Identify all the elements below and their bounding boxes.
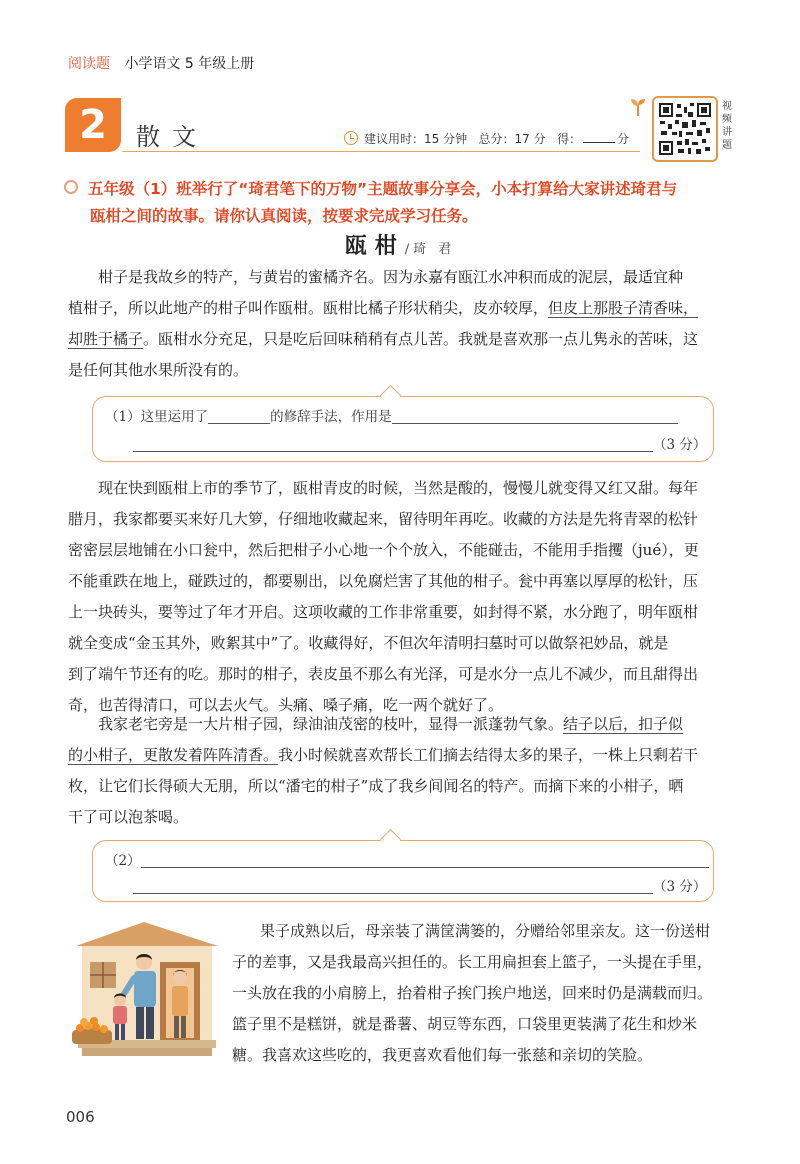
p3-line-3: 枚，让它们长得硕大无朋，所以“潘宅的柑子”成了我乡间闻名的特产。而摘下来的小柑子，晒 bbox=[68, 777, 684, 795]
qr-code-icon bbox=[658, 102, 712, 156]
story-title-text: 瓯柑 bbox=[344, 233, 405, 259]
score-blank[interactable] bbox=[583, 132, 615, 143]
sprout-icon bbox=[628, 96, 648, 116]
title-underline bbox=[122, 151, 640, 152]
total-score: 总分：17 分 bbox=[478, 132, 546, 146]
p1-line-3-text: 。瓯柑水分充足，只是吃后回味稍稍有点儿苦。我就是喜欢那一点儿隽永的苦味，这 bbox=[143, 330, 699, 348]
task-prompt bbox=[64, 176, 744, 230]
p4-line-1: 果子成熟以后，母亲装了满筐满篓的，分赠给邻里亲友。这一份送柑 bbox=[260, 922, 711, 940]
q1-blank-effect-2[interactable] bbox=[133, 437, 653, 452]
running-header bbox=[68, 53, 254, 73]
p3-line-1-text: 我家老宅旁是一大片柑子园，绿油油茂密的枝叶，显得一派蓬勃气象。 bbox=[98, 715, 564, 733]
suggested-time: 建议用时：15 分钟 bbox=[364, 132, 468, 146]
q1-middle: 的修辞手法，作用是 bbox=[270, 409, 392, 425]
p3-line-2 bbox=[68, 740, 736, 771]
q1-prefix: （1）这里运用了 bbox=[105, 409, 209, 425]
p2-line-8: 奇，也苦得清口，可以去火气。头痛、嗓子痛，吃一两个就好了。 bbox=[68, 696, 504, 714]
p1-line-2 bbox=[68, 293, 736, 324]
score-label: 得： bbox=[557, 132, 582, 146]
p2-line-7: 到了端午节还有的吃。那时的柑子，表皮虽不那么有光泽，可是水分一点儿不减少，而且甜得出 bbox=[68, 665, 699, 683]
header-category: 阅读题 bbox=[68, 56, 110, 72]
p4-line-2: 子的差事，又是我最高兴担任的。长工用扁担套上篮子，一头提在手里， bbox=[232, 953, 713, 971]
task-line-2: 瓯柑之间的故事。请你认真阅读，按要求完成学习任务。 bbox=[90, 207, 478, 225]
paragraph-1 bbox=[68, 262, 736, 386]
p1-line-1: 柑子是我故乡的特产，与黄岩的蜜橘齐名。因为永嘉有瓯江水冲积而成的泥层，最适宜种 bbox=[98, 268, 684, 286]
task-line-1: 五年级（1）班举行了“琦君笔下的万物”主题故事分享会，小本打算给大家讲述琦君与 bbox=[88, 180, 678, 198]
q2-blank-1[interactable] bbox=[141, 853, 709, 868]
clock-icon bbox=[344, 131, 358, 145]
illustration-family-oranges bbox=[68, 918, 220, 1060]
story-author: /琦 君 bbox=[404, 242, 456, 257]
story-title bbox=[0, 229, 800, 260]
p2-line-2: 腊月，我家都要买来好几大箩，仔细地收藏起来，留待明年再吃。收藏的方法是先将青翠的松针 bbox=[68, 510, 699, 528]
underlined-sentence-1b: 却胜于橘子 bbox=[68, 330, 144, 348]
qr-label: 视频讲题 bbox=[722, 101, 732, 151]
paragraph-4 bbox=[232, 916, 736, 1071]
qr-code[interactable] bbox=[652, 96, 718, 162]
question-2-box bbox=[92, 840, 714, 902]
underlined-sentence-1a: 但皮上那股子清香味， bbox=[548, 299, 699, 317]
p3-line-1 bbox=[68, 709, 736, 740]
question-1-box bbox=[92, 396, 714, 462]
p4-line-4: 篮子里不是糕饼，就是番薯、胡豆等东西，口袋里更装满了花生和炒米 bbox=[232, 1015, 698, 1033]
q1-blank-rhetoric[interactable] bbox=[208, 409, 270, 424]
q2-prefix: （2） bbox=[105, 853, 141, 869]
q2-blank-2[interactable] bbox=[133, 879, 653, 894]
bullet-icon bbox=[64, 180, 78, 194]
underlined-sentence-2a: 结子以后，扣子似 bbox=[563, 715, 684, 733]
p1-line-2-text: 植柑子，所以此地产的柑子叫作瓯柑。瓯柑比橘子形状稍尖，皮亦较厚， bbox=[68, 299, 549, 317]
box-notch bbox=[380, 385, 401, 406]
section-title: 散文 bbox=[136, 123, 208, 151]
time-score-info bbox=[344, 130, 629, 147]
p2-line-4: 不能重跌在地上，碰跌过的，都要剔出，以免腐烂害了其他的柑子。瓮中再塞以厚厚的松针，压 bbox=[68, 572, 699, 590]
p2-line-6: 就全变成“金玉其外，败絮其中”了。收藏得好，不但次年清明扫墓时可以做祭祀妙品，就是 bbox=[68, 634, 669, 652]
p4-line-3: 一头放在我的小肩膀上，抬着柑子挨门挨户地送，回来时仍是满载而归。 bbox=[232, 984, 713, 1002]
paragraph-3 bbox=[68, 709, 736, 833]
q1-score: （3 分） bbox=[653, 437, 707, 453]
page-number: 006 bbox=[66, 1108, 95, 1126]
p1-line-4: 是任何其他水果所没有的。 bbox=[68, 361, 249, 379]
q2-score: （3 分） bbox=[653, 879, 707, 895]
p3-line-2-text: 我小时候就喜欢帮长工们摘去结得太多的果子，一株上只剩若干 bbox=[278, 746, 699, 764]
q1-blank-effect[interactable] bbox=[392, 409, 678, 424]
underlined-sentence-2b: 的小柑子，更散发着阵阵清香。 bbox=[68, 746, 279, 764]
p2-line-3: 密密层层地铺在小口瓮中，然后把柑子小心地一个个放入，不能碰击，不能用手指攫（jué），更 bbox=[68, 541, 699, 559]
score-unit: 分 bbox=[617, 132, 630, 146]
header-book: 小学语文 5 年级上册 bbox=[124, 56, 255, 72]
section-number-badge: 2 bbox=[65, 98, 121, 152]
p3-line-4: 干了可以泡茶喝。 bbox=[68, 808, 189, 826]
p2-line-1: 现在快到瓯柑上市的季节了，瓯柑青皮的时候，当然是酸的，慢慢儿就变得又红又甜。每年 bbox=[98, 479, 699, 497]
p4-line-5: 糖。我喜欢这些吃的，我更喜欢看他们每一张慈和亲切的笑脸。 bbox=[232, 1046, 653, 1064]
paragraph-2 bbox=[68, 473, 736, 721]
p1-line-3 bbox=[68, 324, 736, 355]
p2-line-5: 上一块砖头，要等过了年才开启。这项收藏的工作非常重要，如封得不紧，水分跑了，明年瓯柑 bbox=[68, 603, 699, 621]
